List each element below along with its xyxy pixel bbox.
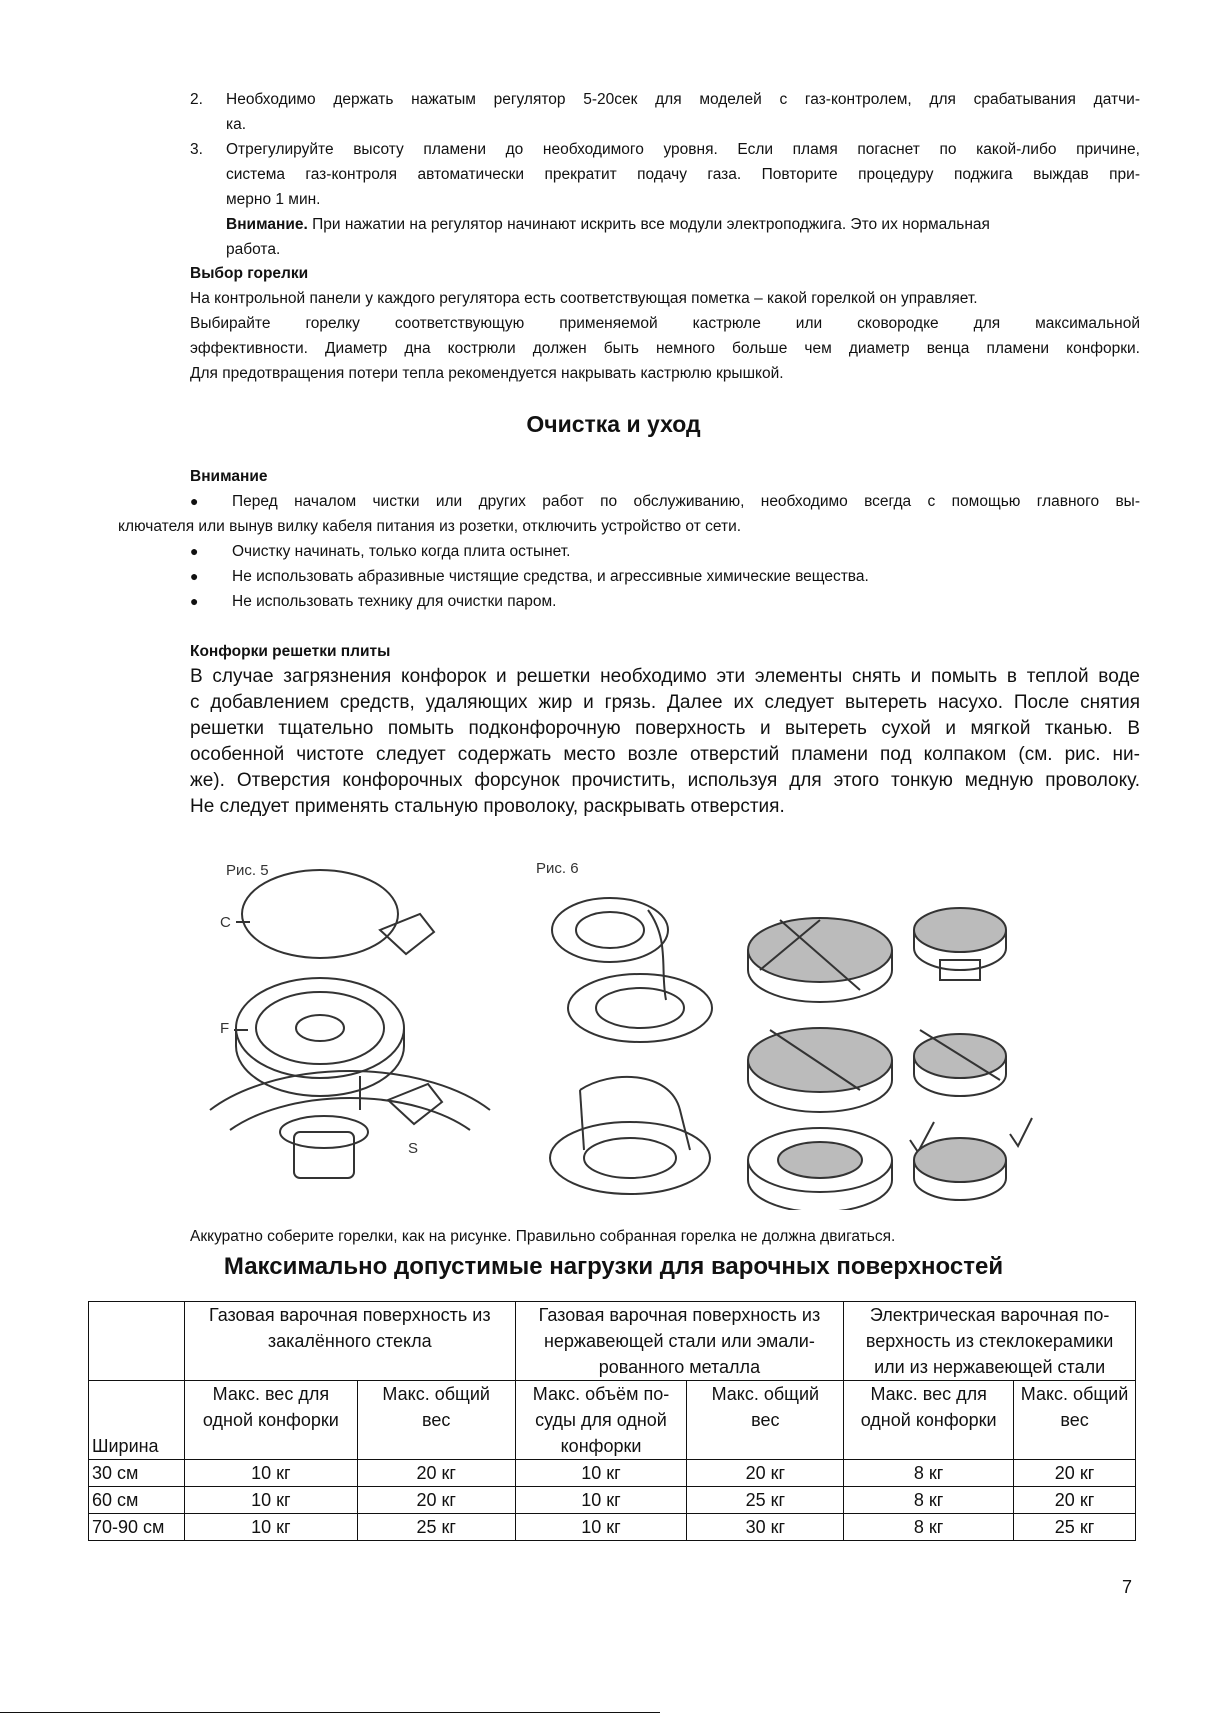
group-header-line: или из нержавеющей стали (874, 1357, 1106, 1377)
grates-line: Не следует применять стальную проволоку, раскрывать отверстия. (190, 796, 785, 817)
subheader-line: вес (1060, 1410, 1089, 1430)
subheader-line: Макс. общий (382, 1384, 490, 1404)
subheader-line: Макс. вес для (870, 1384, 987, 1404)
value-cell: 10 кг (184, 1487, 357, 1514)
subheader-line: одной конфорки (202, 1410, 339, 1430)
group-header-line: нержавеющей стали или эмали- (543, 1331, 815, 1351)
width-cell: 60 см (89, 1487, 185, 1514)
value-cell: 30 кг (687, 1514, 844, 1541)
group-header-cell (184, 1302, 515, 1381)
value-cell: 25 кг (1014, 1514, 1136, 1541)
subheader-cell (1014, 1381, 1136, 1460)
bullet-text: Не использовать абразивные чистящие средства, и агрессивные химические вещества. (232, 568, 869, 585)
group-header-line: закалённого стекла (267, 1331, 432, 1351)
instruction-number: 2. (190, 91, 203, 108)
table-row (89, 1487, 1136, 1514)
burner-exploded-drawing (200, 850, 500, 1210)
bullet-text: Перед началом чистки или других работ по обслуживанию, необходимо всегда с помощью главного вы- (232, 493, 1140, 510)
value-cell: 20 кг (1014, 1460, 1136, 1487)
group-header-cell (515, 1302, 844, 1381)
figure-6 (520, 850, 1040, 1210)
value-cell: 8 кг (844, 1487, 1014, 1514)
burner-choice-line: Выбирайте горелку соответствующую применяемой кастрюле или сковородке для максимальной (190, 315, 1140, 332)
value-cell: 10 кг (184, 1460, 357, 1487)
subheader-line: Макс. объём по- (532, 1384, 670, 1404)
value-cell: 10 кг (515, 1487, 687, 1514)
loads-table (88, 1301, 1136, 1541)
instruction-text: Отрегулируйте высоту пламени до необходимого уровня. Если пламя погаснет по какой-либо причине, (226, 141, 1140, 158)
instruction-text: Необходимо держать нажатым регулятор 5-20сек для моделей с газ-контролем, для срабатывания датчи- (226, 91, 1140, 108)
group-header-line: рованного металла (598, 1357, 761, 1377)
subheader-line: одной конфорки (860, 1410, 997, 1430)
value-cell: 20 кг (357, 1460, 515, 1487)
burner-choice-heading: Выбор горелки (190, 265, 309, 282)
table-group-header-row (89, 1302, 1136, 1381)
burner-assembly-drawing (520, 850, 1040, 1210)
footer-rule (0, 1712, 660, 1713)
figure-5 (200, 850, 500, 1210)
table-subheader-row (89, 1381, 1136, 1460)
group-header-line: Газовая варочная поверхность из (208, 1305, 491, 1325)
bullet-icon: ● (190, 593, 199, 609)
subheader-cell (357, 1381, 515, 1460)
width-cell: 30 см (89, 1460, 185, 1487)
subheader-line: вес (422, 1410, 451, 1430)
figure-5-label: Рис. 5 (226, 862, 269, 879)
value-cell: 25 кг (687, 1487, 844, 1514)
value-cell: 20 кг (357, 1487, 515, 1514)
subheader-cell (184, 1381, 357, 1460)
instruction-text: ка. (226, 116, 247, 133)
bullet-text: Очистку начинать, только когда плита остынет. (232, 543, 571, 560)
group-header-line: Электрическая варочная по- (869, 1305, 1110, 1325)
burner-choice-line: Для предотвращения потери тепла рекомендуется накрывать кастрюлю крышкой. (190, 365, 784, 382)
value-cell: 8 кг (844, 1514, 1014, 1541)
bullet-icon: ● (190, 543, 199, 559)
value-cell: 10 кг (515, 1514, 687, 1541)
letter-s-label: S (408, 1140, 419, 1157)
attention-label: Внимание. (226, 216, 308, 233)
subheader-line: Макс. общий (711, 1384, 820, 1404)
burner-choice-line: На контрольной панели у каждого регулятора есть соответствующая пометка – какой горелкой он управляет. (190, 290, 978, 307)
page-number: 7 (1122, 1577, 1133, 1597)
instruction-text: система газ-контроля автоматически прекратит подачу газа. Повторите процедуру поджига выждав при- (226, 166, 1140, 183)
subheader-line: Макс. общий (1020, 1384, 1129, 1404)
grates-line: с добавлением средств, удаляющих жир и грязь. Далее их следует вытереть насухо. После снятия (190, 692, 1140, 713)
attention-heading: Внимание (190, 468, 268, 485)
table-row (89, 1460, 1136, 1487)
subheader-line: конфорки (560, 1436, 642, 1456)
grates-line: особенной чистоте следует содержать место возле отверстий пламени под колпаком (см. рис. ни- (190, 744, 1140, 765)
attention-text: работа. (226, 241, 281, 258)
instruction-text: мерно 1 мин. (226, 191, 321, 208)
group-header-cell (844, 1302, 1136, 1381)
value-cell: 10 кг (515, 1460, 687, 1487)
table-title: Максимально допустимые нагрузки для варочных поверхностей (223, 1253, 1004, 1280)
value-cell: 10 кг (184, 1514, 357, 1541)
section-title: Очистка и уход (526, 411, 701, 437)
value-cell: 8 кг (844, 1460, 1014, 1487)
bullet-icon: ● (190, 493, 199, 509)
grates-line: же). Отверстия конфорочных форсунок прочистить, используя для этого тонкую медную проволоку. (190, 770, 1140, 791)
subheader-cell (687, 1381, 844, 1460)
value-cell: 20 кг (1014, 1487, 1136, 1514)
attention-note (226, 213, 1140, 238)
attention-text: При нажатии на регулятор начинают искрить все модули электроподжига. Это их нормальная (312, 216, 990, 233)
group-header-line: верхность из стеклокерамики (865, 1331, 1114, 1351)
subheader-line: Макс. вес для (212, 1384, 330, 1404)
value-cell: 25 кг (357, 1514, 515, 1541)
grates-line: В случае загрязнения конфорок и решетки необходимо эти элементы снять и помыть в теплой воде (190, 666, 1140, 687)
instruction-number: 3. (190, 141, 203, 158)
burner-choice-line: эффективности. Диаметр дна кострюли должен быть немного больше чем диаметр венца пламени конфорки. (190, 340, 1140, 357)
figure-caption: Аккуратно соберите горелки, как на рисунке. Правильно собранная горелка не должна двигаться. (190, 1228, 896, 1245)
letter-f-label: F (220, 1020, 230, 1037)
empty-corner-cell (89, 1302, 185, 1381)
bullet-text: ключателя или вынув вилку кабеля питания из розетки, отключить устройство от сети. (118, 518, 742, 535)
width-cell: 70-90 см (89, 1514, 185, 1541)
subheader-cell (515, 1381, 687, 1460)
subheader-line: суды для одной (535, 1410, 667, 1430)
bullet-icon: ● (190, 568, 199, 584)
grates-line: решетки тщательно помыть подконфорочную поверхность и вытереть сухой и мягкой тканью. В (190, 718, 1140, 739)
grates-heading: Конфорки решетки плиты (190, 643, 391, 660)
subheader-cell (844, 1381, 1014, 1460)
bullet-text: Не использовать технику для очистки паром. (232, 593, 557, 610)
figure-6-label: Рис. 6 (536, 860, 579, 877)
table-row (89, 1514, 1136, 1541)
width-header-cell: Ширина (89, 1381, 185, 1460)
subheader-line: вес (751, 1410, 780, 1430)
letter-c-label: C (220, 914, 231, 931)
value-cell: 20 кг (687, 1460, 844, 1487)
group-header-line: Газовая варочная поверхность из (538, 1305, 821, 1325)
